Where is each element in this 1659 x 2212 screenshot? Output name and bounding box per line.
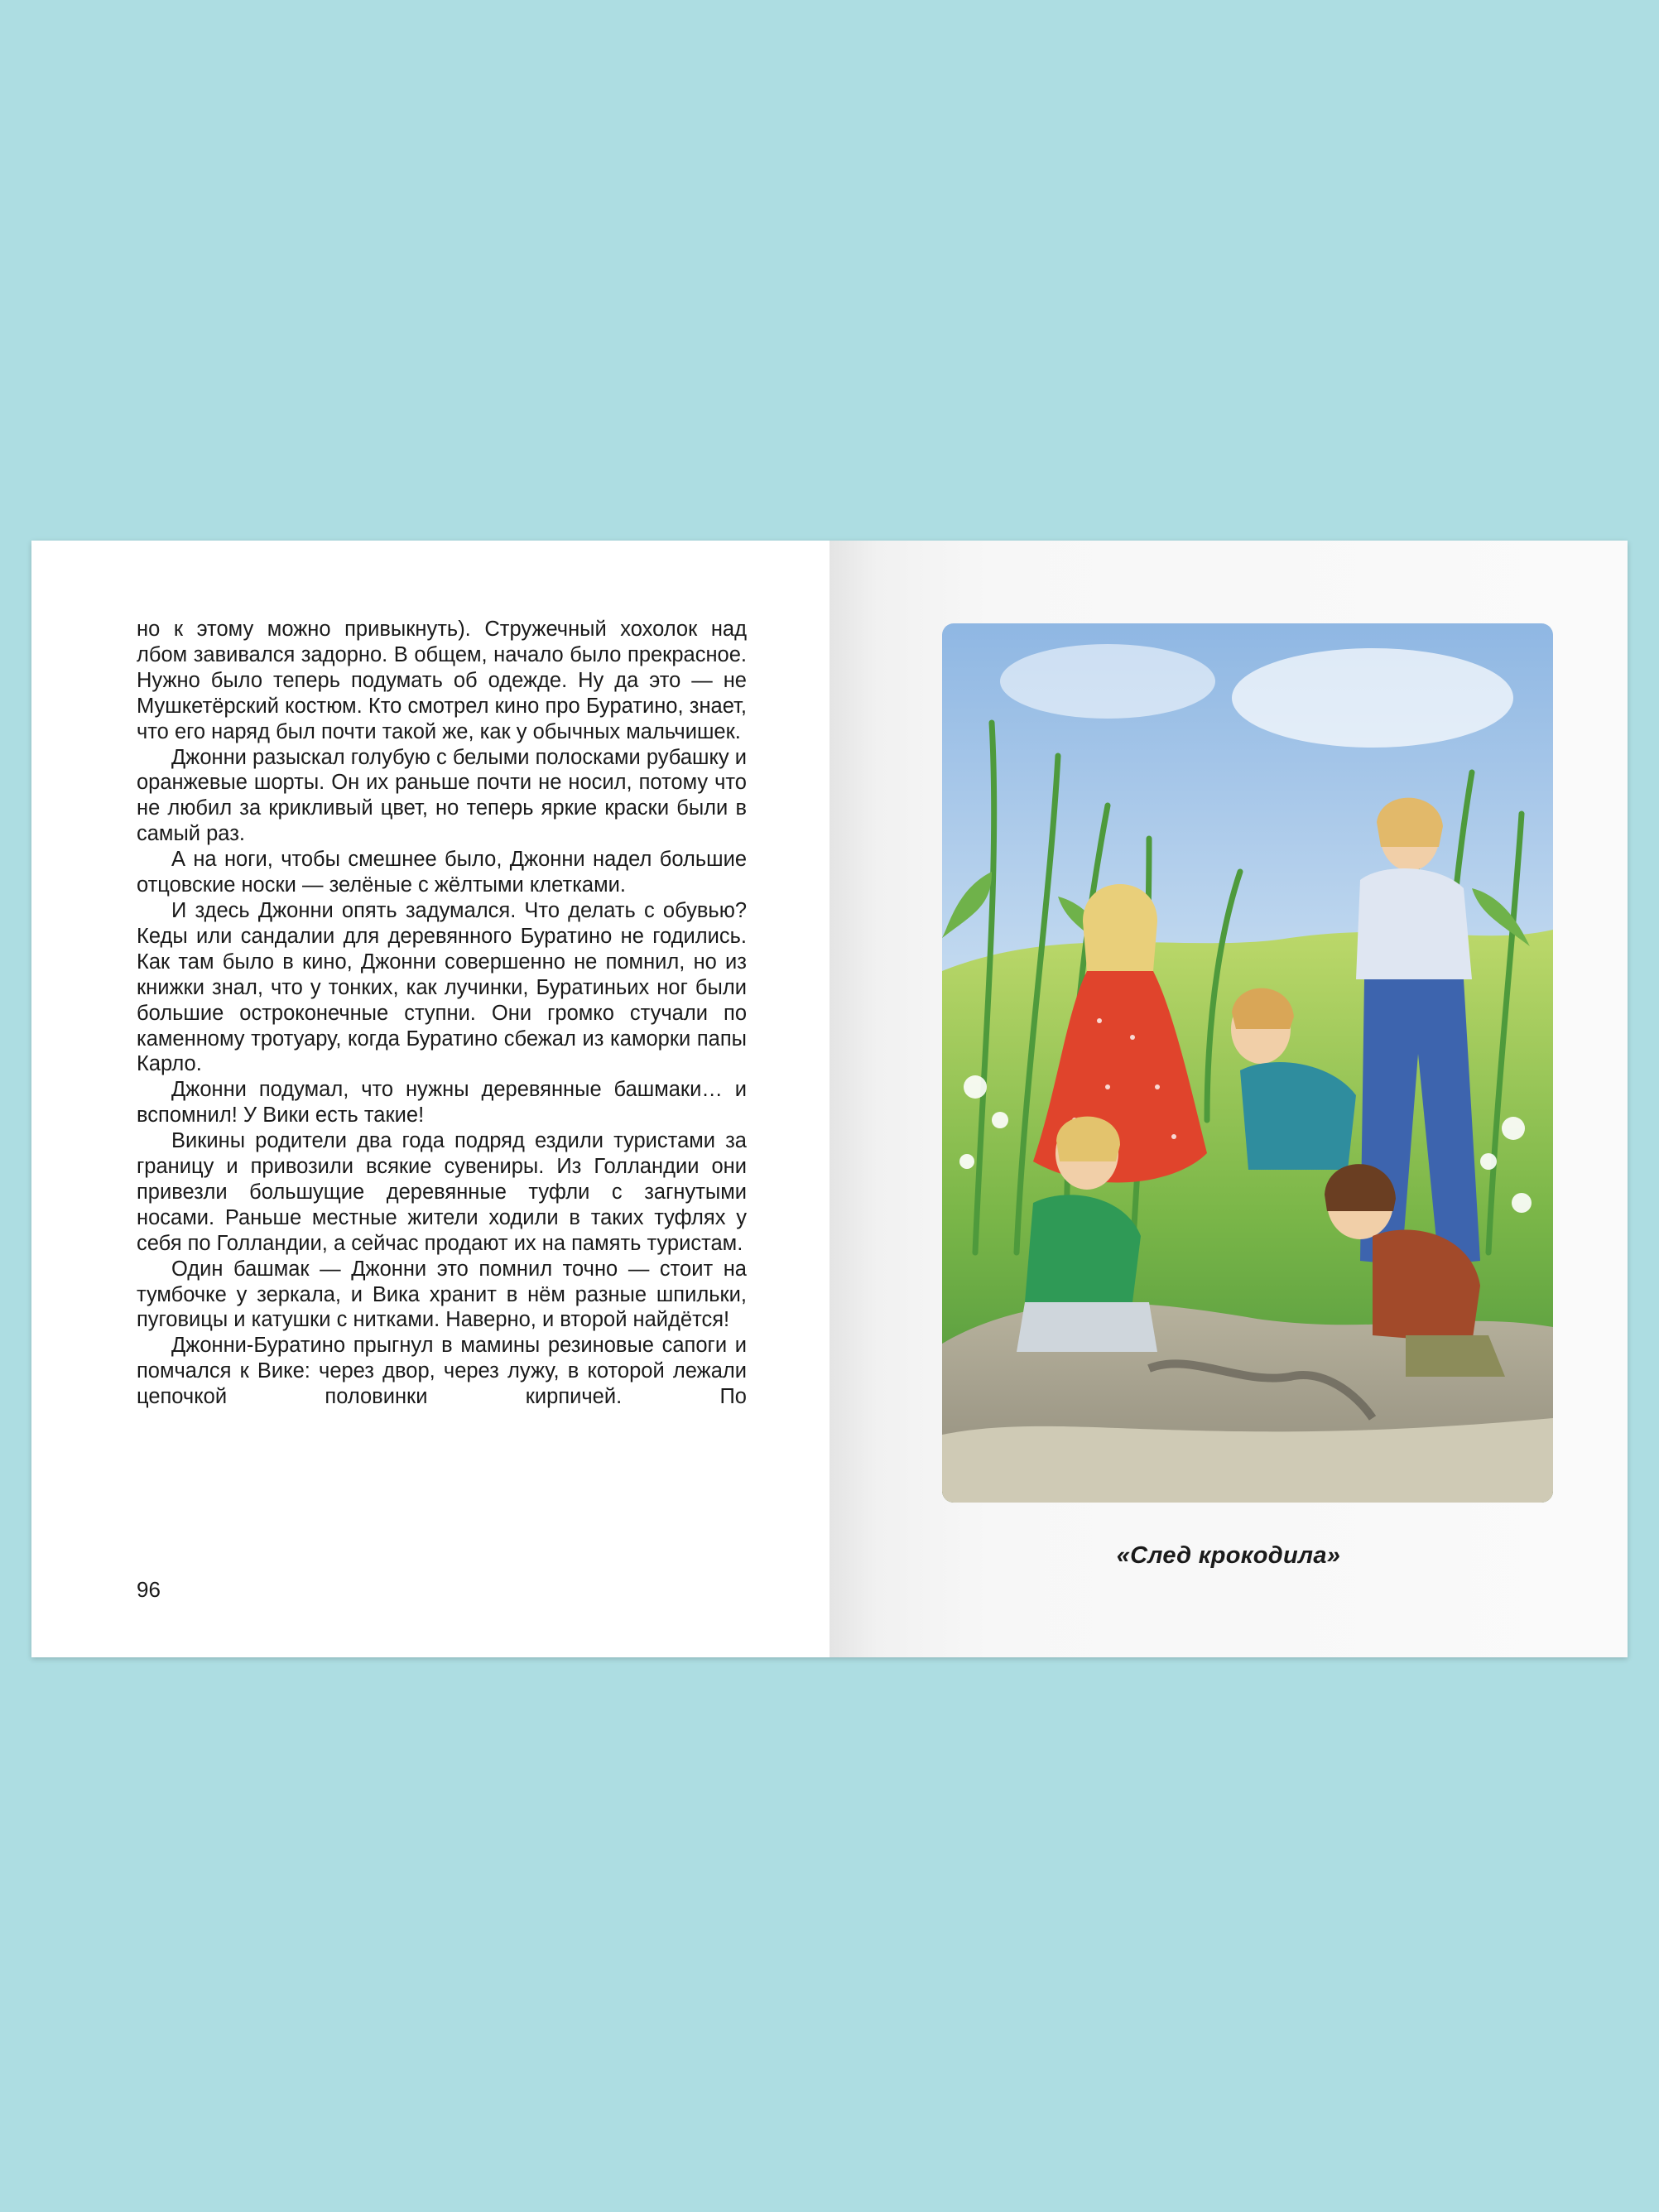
paragraph: Викины родители два года подряд ездили туристами за границу и привозили всякие сувениры. Из Голландии они привезли большущие деревянные туфли с загнутыми носами. Раньше местные жители ходили в таких туфлях у себя по Голландии, а сейчас продают их на память туристам. bbox=[137, 1129, 747, 1255]
paragraph: Джонни разыскал голубую с белыми полосками рубашку и оранжевые шорты. Он их раньше почти не носил, потому что не любил за крикливый цвет, но теперь яркие краски были в самый раз. bbox=[137, 745, 747, 846]
paragraph: Джонни подумал, что нужны деревянные башмаки… и вспомнил! У Вики есть такие! bbox=[137, 1078, 747, 1128]
right-page bbox=[830, 541, 1628, 1657]
book-spread bbox=[31, 541, 1628, 1657]
illustration-children-in-reeds bbox=[942, 623, 1553, 1503]
paragraph: И здесь Джонни опять задумался. Что делать с обувью? Кеды или сандалии для деревянного Буратино не годились. Как там было в кино, Джонни совершенно не помнил, но из книжки знал, что у тонких, как лучинки, Буратиньих ног были большие остроконечные ступни. Они громко стучали по каменному тротуару, когда Буратино сбежал из каморки папы Карло. bbox=[137, 898, 747, 1076]
illustration-caption: «След крокодила» bbox=[1116, 1542, 1341, 1569]
page-number: 96 bbox=[137, 1577, 161, 1602]
body-text bbox=[137, 617, 747, 1410]
paragraph: А на ноги, чтобы смешнее было, Джонни надел большие отцовские носки — зелёные с жёлтыми клетками. bbox=[137, 848, 747, 897]
paragraph: Джонни-Буратино прыгнул в мамины резиновые сапоги и помчался к Вике: через двор, через лужу, в которой лежали цепочкой половинки кирпичей. По bbox=[137, 1334, 747, 1409]
paragraph: Один башмак — Джонни это помнил точно — стоит на тумбочке у зеркала, и Вика хранит в нём разные шпильки, пуговицы и катушки с нитками. Наверно, и второй найдётся! bbox=[137, 1257, 747, 1332]
left-page bbox=[31, 541, 830, 1657]
paragraph: но к этому можно привыкнуть). Стружечный хохолок над лбом завивался задорно. В общем, начало было прекрасное. Нужно было теперь подумать об одежде. Ну да это — не Мушкетёрский костюм. Кто смотрел кино про Буратино, знает, что его наряд был почти такой же, как у обычных мальчишек. bbox=[137, 618, 747, 743]
